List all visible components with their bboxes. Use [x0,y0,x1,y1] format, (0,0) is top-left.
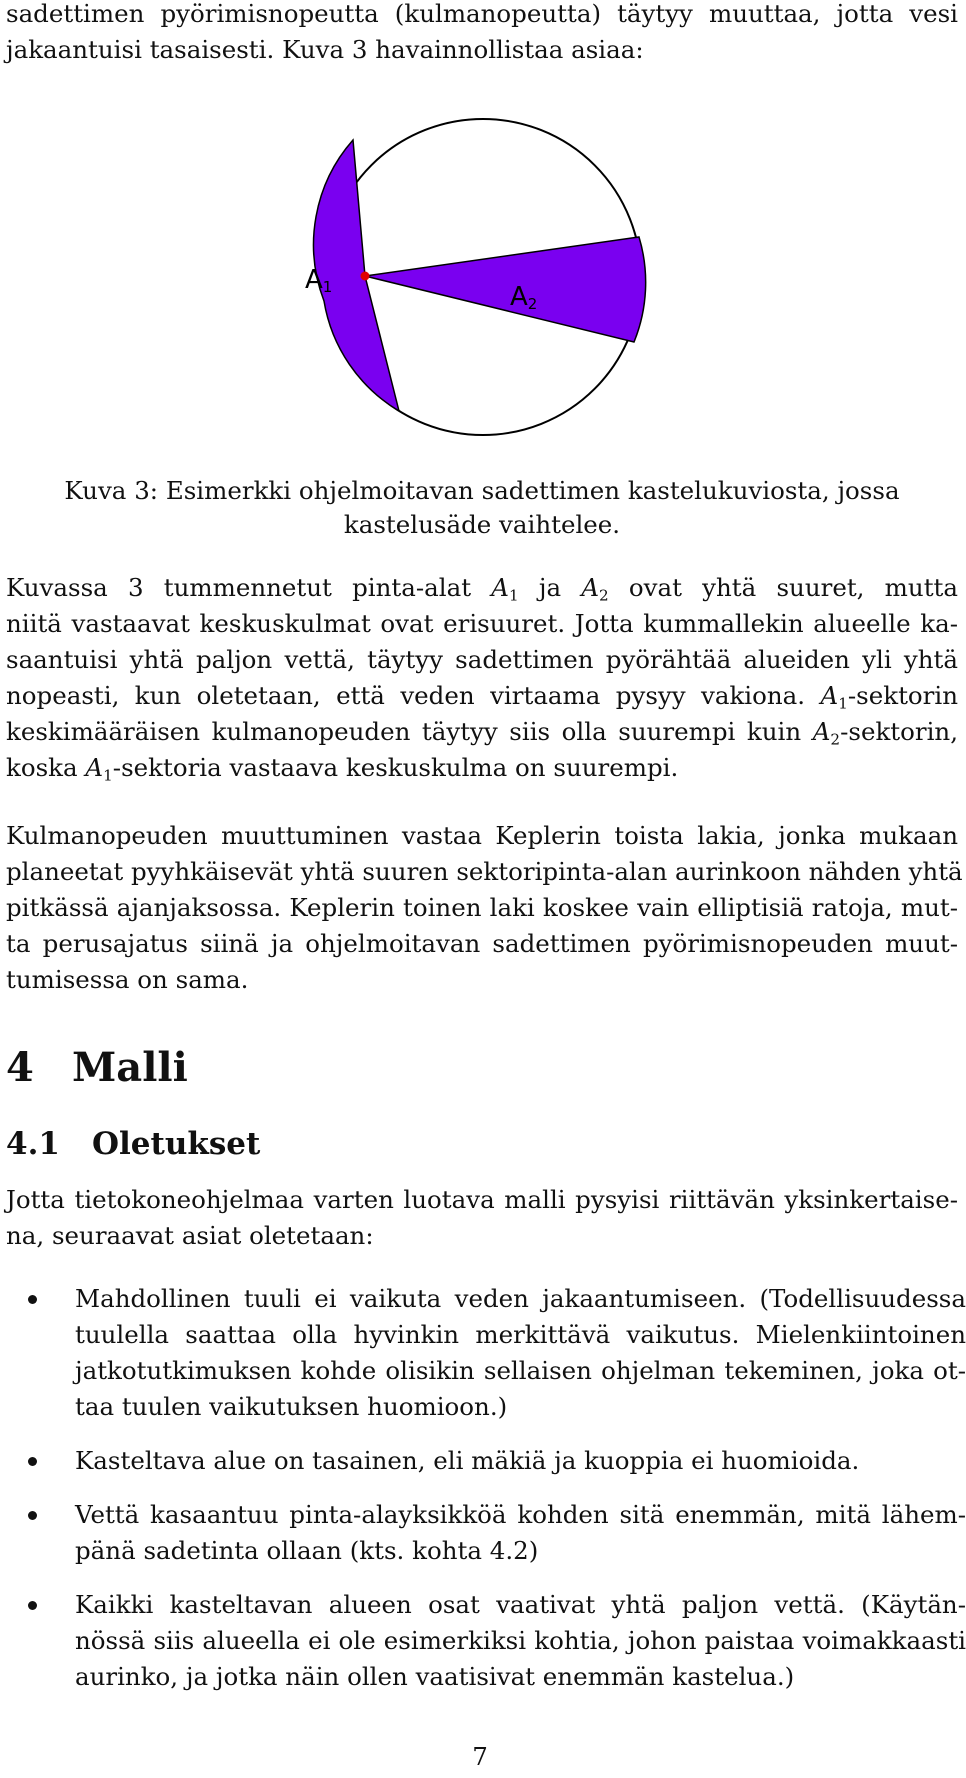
bullet-dot [28,1601,37,1610]
text-segment: -sektorin [847,681,958,710]
intro-paragraph [6,0,958,68]
text-segment: ja [518,573,582,602]
section-title: Malli [72,1044,188,1091]
text-segment: Kuvassa 3 tummennetut pinta-alat [6,573,492,602]
text-line: na, seuraavat asiat oletetaan: [6,1221,374,1250]
paragraph-assumptions-intro [6,1182,958,1254]
text-line [6,750,958,786]
label-a2-subscript: 2 [527,295,538,313]
text-line: taa tuulen vaikutuksen huomioon.) [75,1392,508,1421]
label-a2-letter: A [510,282,528,312]
paragraph-sectors [6,570,958,786]
text-line [6,678,958,714]
text-segment: ovat yhtä suuret, mutta [608,573,958,602]
text-line: Jotta tietokoneohjelmaa varten luotava malli pysyisi riittävän yksinkertaise- [6,1185,958,1214]
list-item-text [75,1281,966,1425]
text-line: nössä siis alueella ei ole esimerkiksi kohtia, johon paistaa voimakkaasti [75,1626,966,1655]
math-a1 [820,681,848,713]
paragraph-kepler [6,818,963,998]
text-line: Kulmanopeuden muuttuminen vastaa Keplerin toista lakia, jonka mukaan [6,821,958,850]
bullet-dot [28,1295,37,1304]
math-subscript: 1 [838,694,848,713]
text-line [6,570,958,606]
text-segment: koska [6,753,86,782]
page-number: 7 [472,1742,488,1771]
text-line: planeetat pyyhkäisevät yhtä suuren sektoripinta-alan aurinkoon nähden yhtä [6,857,963,886]
list-item-text [75,1443,966,1479]
text-line: Kaikki kasteltavan alueen osat vaativat yhtä paljon vettä. (Käytän- [75,1590,966,1619]
text-line [6,714,958,750]
math-a2 [812,717,841,749]
text-line: aurinko, ja jotka näin ollen vaatisivat enemmän kastelua.) [75,1662,795,1691]
math-a1 [491,573,519,605]
caption-line: kastelusäde vaihtelee. [343,510,621,539]
section-number: 4 [6,1044,34,1091]
sprinkler-pattern-figure [305,115,653,437]
text-line: Vettä kasaantuu pinta-alayksikköä kohden sitä enemmän, mitä lähem- [75,1500,966,1529]
math-letter: A [85,753,104,782]
math-letter: A [812,717,831,746]
math-subscript: 1 [508,586,519,605]
subsection-title: Oletukset [92,1126,261,1162]
math-letter: A [581,573,600,602]
text-line: pänä sadetinta ollaan (kts. kohta 4.2) [75,1536,539,1565]
math-subscript: 1 [103,766,113,785]
math-a2 [581,573,609,605]
math-a1 [85,753,113,785]
math-subscript: 2 [830,730,841,749]
text-line: jatkotutkimuksen kohde olisikin sellaisen ohjelman tekeminen, joka ot- [75,1356,966,1385]
label-a1-letter: A [305,265,323,295]
subsection-number: 4.1 [6,1126,60,1162]
math-letter: A [820,681,839,710]
math-letter: A [491,573,509,602]
list-item-text [75,1497,966,1569]
text-line: pitkässä ajanjaksossa. Keplerin toinen laki koskee vain elliptisiä ratoja, mut- [6,893,958,922]
bullet-dot [28,1457,37,1466]
subsection-heading [6,1122,260,1166]
text-line: saantuisi yhtä paljon vettä, täytyy sadettimen pyörähtää alueiden yli yhtä [6,645,958,674]
text-segment: -sektorin, [840,717,958,746]
section-heading [6,1043,188,1093]
text-line: Mahdollinen tuuli ei vaikuta veden jakaantumiseen. (Todellisuudessa [75,1284,966,1313]
text-line: sadettimen pyörimisnopeutta (kulmanopeutta) täytyy muuttaa, jotta vesi [6,0,958,28]
figure-caption [6,474,958,542]
math-subscript: 2 [599,586,609,605]
label-a1-subscript: 1 [322,278,333,296]
list-item-text [75,1587,966,1695]
text-segment: -sektoria vastaava keskuskulma on suurempi. [112,753,679,782]
bullet-dot [28,1511,37,1520]
text-segment: keskimääräisen kulmanopeuden täytyy siis olla suurempi kuin [6,717,813,746]
caption-line: Kuva 3: Esimerkki ohjelmoitavan sadettimen kastelukuviosta, jossa [64,476,900,505]
text-line: tumisessa on sama. [6,965,249,994]
text-line: tuulella saattaa olla hyvinkin merkittävä vaikutus. Mielenkiintoinen [75,1320,966,1349]
text-line: ta perusajatus siinä ja ohjelmoitavan sadettimen pyörimisnopeuden muut- [6,929,958,958]
text-line: niitä vastaavat keskuskulmat ovat erisuuret. Jotta kummallekin alueelle ka- [6,609,958,638]
text-line: Kasteltava alue on tasainen, eli mäkiä ja kuoppia ei huomioida. [75,1446,860,1475]
text-segment: nopeasti, kun oletetaan, että veden virtaama pysyy vakiona. [6,681,821,710]
sprinkler-center-point [361,272,370,281]
text-line: jakaantuisi tasaisesti. Kuva 3 havainnollistaa asiaa: [6,35,644,64]
